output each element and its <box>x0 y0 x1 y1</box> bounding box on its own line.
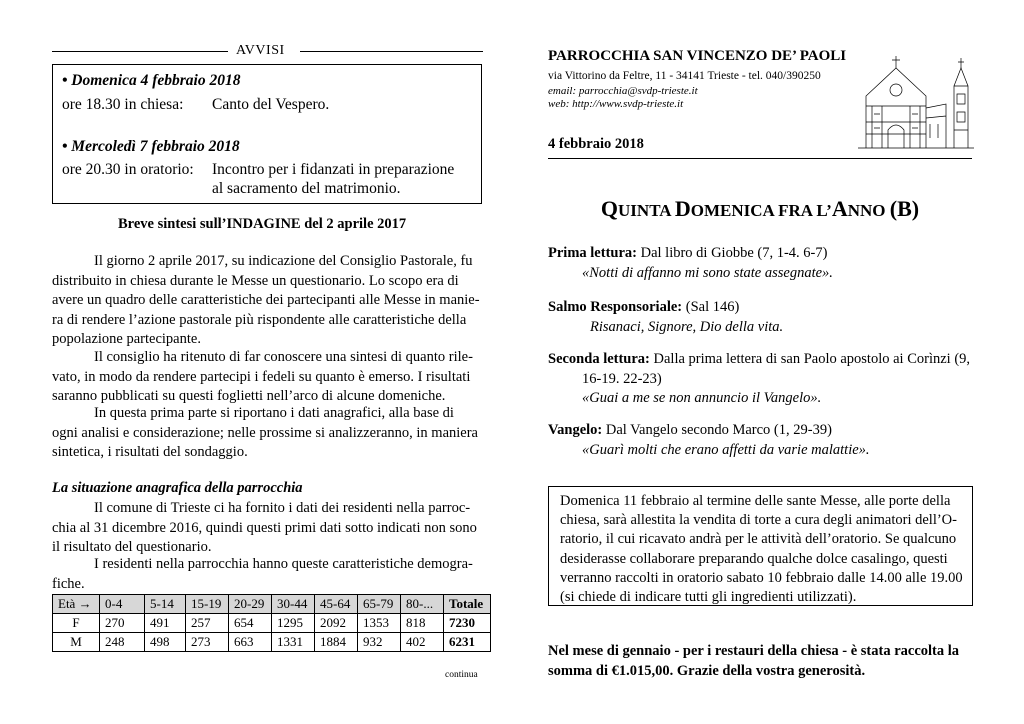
gospel <box>548 421 870 460</box>
avvisi-item2-desc-line2: al sacramento del matrimonio. <box>212 180 401 197</box>
reading-source: Dalla prima lettera di san Paolo apostolo ai Corìnzi (9, <box>649 351 971 367</box>
notice-text <box>560 492 963 607</box>
table-cell: 402 <box>401 633 444 652</box>
table-cell: 663 <box>229 633 272 652</box>
text-line: avere un quadro delle caratteristiche dei partecipanti alle Messe in manie- <box>52 292 480 308</box>
text-line: vato, in modo da rendere partecipi i fedeli su quanto è emerso. I risultati <box>52 368 471 385</box>
main-title <box>548 196 972 222</box>
table-cell: 818 <box>401 614 444 633</box>
survey-title: Breve sintesi sull’INDAGINE del 2 aprile 2017 <box>118 216 407 232</box>
table-cell: 1295 <box>272 614 315 633</box>
table-cell: 498 <box>145 633 186 652</box>
reading-source: (Sal 146) <box>682 299 740 315</box>
reading-line <box>548 421 870 441</box>
reading-label: Prima lettura: <box>548 245 637 261</box>
text-line: In questa prima parte si riportano i dati anagrafici, alla base di <box>94 405 454 421</box>
title-cycle: (B) <box>889 196 920 221</box>
reading-label: Vangelo: <box>548 422 603 438</box>
title-smallcaps: OMENICA FRA L’ <box>690 201 832 220</box>
text-line: chiesa, sarà allestita la vendita di torte a cura degli animatori dell’O- <box>560 512 957 529</box>
parish-email: email: parrocchia@svdp-trieste.it <box>548 85 698 97</box>
title-initial: A <box>831 196 848 221</box>
avvisi-item1-desc: Canto del Vespero. <box>212 96 330 113</box>
table-cell: 932 <box>358 633 401 652</box>
survey-paragraph-1 <box>52 252 482 350</box>
text-line: sintetica, i risultati del sondaggio. <box>52 444 248 460</box>
donation-thanks <box>548 641 973 681</box>
table-cell: 1884 <box>315 633 358 652</box>
text-line: ogni analisi e considerazione; nelle prossime si analizzeranno, in maniera <box>52 424 478 441</box>
table-row <box>53 614 491 633</box>
parish-web: web: http://www.svdp-trieste.it <box>548 98 684 110</box>
text-line: Il giorno 2 aprile 2017, su indicazione del Consiglio Pastorale, fu <box>94 253 473 269</box>
table-cell: 654 <box>229 614 272 633</box>
demographics-table <box>52 594 491 652</box>
parish-name: PARROCCHIA SAN VINCENZO DE’ PAOLI <box>548 48 847 64</box>
reading-source: Dal Vangelo secondo Marco (1, 29-39) <box>602 422 832 438</box>
text-line: verranno raccolti in oratorio sabato 10 febbraio dalle 14.00 alle 19.00 <box>560 569 963 586</box>
survey-paragraph-3 <box>52 404 482 463</box>
table-header-cell: 5-14 <box>145 595 186 614</box>
anagrafica-heading: La situazione anagrafica della parrocchia <box>52 480 303 496</box>
avvisi-item2-title: • Mercoledì 7 febbraio 2018 <box>62 138 240 155</box>
table-header-cell: 65-79 <box>358 595 401 614</box>
table-cell: 6231 <box>444 633 491 652</box>
text-line: Nel mese di gennaio - per i restauri della chiesa - è stata raccolta la <box>548 643 960 659</box>
text-line: chia al 31 dicembre 2016, quindi questi primi dati sotto indicati non sono <box>52 519 477 536</box>
table-header-cell: 45-64 <box>315 595 358 614</box>
title-initial: D <box>674 196 691 221</box>
text-line: ratorio, il cui ricavato andrà per le attività dell’oratorio. Se qualcuno <box>560 531 957 548</box>
text-line: Domenica 11 febbraio al termine delle sante Messe, alle porte della <box>560 493 951 509</box>
table-header-cell: 20-29 <box>229 595 272 614</box>
psalm <box>548 298 783 337</box>
table-header-cell: 30-44 <box>272 595 315 614</box>
anagrafica-paragraph-2 <box>52 555 482 594</box>
table-cell: F <box>53 614 100 633</box>
reading-quote: «Guai a me se non annuncio il Vangelo». <box>582 390 822 406</box>
reading-line <box>548 350 970 370</box>
reading-quote: Risanaci, Signore, Dio della vita. <box>590 318 784 335</box>
table-cell: 248 <box>100 633 145 652</box>
table-cell: M <box>53 633 100 652</box>
text-line: ra di rendere l’azione pastorale più rispondente alle caratteristiche della <box>52 311 467 328</box>
table-cell: 1353 <box>358 614 401 633</box>
reading-quote: «Guarì molti che erano affetti da varie malattie». <box>582 441 870 458</box>
table-row <box>53 633 491 652</box>
avvisi-rule-right <box>300 51 483 52</box>
avvisi-label: AVVISI <box>236 43 285 58</box>
table-cell: 257 <box>186 614 229 633</box>
avvisi-item1-title: • Domenica 4 febbraio 2018 <box>62 72 241 89</box>
anagrafica-paragraph-1 <box>52 499 482 558</box>
avvisi-item2-time: ore 20.30 in oratorio: <box>62 161 194 178</box>
title-initial: Q <box>600 196 619 221</box>
first-reading <box>548 244 833 283</box>
table-header-cell: Totale <box>444 595 491 614</box>
table-cell: 2092 <box>315 614 358 633</box>
title-smallcaps: UINTA <box>618 201 675 220</box>
reading-quote: «Notti di affanno mi sono state assegnate». <box>582 264 833 281</box>
survey-paragraph-2 <box>52 348 482 407</box>
table-header-cell: Età → <box>53 595 100 614</box>
table-cell: 270 <box>100 614 145 633</box>
table-cell: 491 <box>145 614 186 633</box>
table-header-cell: 80-... <box>401 595 444 614</box>
reading-label: Salmo Responsoriale: <box>548 299 683 315</box>
reading-source-cont: 16-19. 22-23) <box>582 370 662 387</box>
second-reading <box>548 350 970 409</box>
avvisi-item1-time: ore 18.30 in chiesa: <box>62 96 184 113</box>
text-line: il risultato del questionario. <box>52 539 212 555</box>
text-line: (si chiede di indicare tutti gli ingredienti utilizzati). <box>560 589 857 606</box>
parish-address: via Vittorino da Feltre, 11 - 34141 Trieste - tel. 040/390250 <box>548 70 821 82</box>
reading-line <box>548 244 833 264</box>
table-header-cell: 15-19 <box>186 595 229 614</box>
table-cell: 1331 <box>272 633 315 652</box>
text-line: saranno pubblicati su questi foglietti nell’arco di alcune domeniche. <box>52 388 446 404</box>
reading-source: Dal libro di Giobbe (7, 1-4. 6-7) <box>636 245 828 261</box>
text-line: distribuito in chiesa durante le Messe un questionario. Lo scopo era di <box>52 272 459 289</box>
text-line: Il comune di Trieste ci ha fornito i dati dei residenti nella parroc- <box>94 500 471 516</box>
table-header-row <box>53 595 491 614</box>
text-line: Il consiglio ha ritenuto di far conoscere una sintesi di quanto rile- <box>94 349 473 365</box>
text-line: somma di €1.015,00. Grazie della vostra generosità. <box>548 663 866 679</box>
text-line: I residenti nella parrocchia hanno queste caratteristiche demogra- <box>94 556 473 572</box>
avvisi-rule-left <box>52 51 228 52</box>
table-cell: 7230 <box>444 614 491 633</box>
issue-date: 4 febbraio 2018 <box>548 136 644 152</box>
reading-label: Seconda lettura: <box>548 351 650 367</box>
text-line: fiche. <box>52 575 85 592</box>
table-cell: 273 <box>186 633 229 652</box>
avvisi-item2-desc-line1: Incontro per i fidanzati in preparazione <box>212 161 455 178</box>
text-line: popolazione partecipante. <box>52 331 201 347</box>
text-line: desiderasse collaborare preparando qualche dolce casalingo, questi <box>560 550 948 567</box>
title-smallcaps: NNO <box>847 201 890 220</box>
reading-line <box>548 298 783 318</box>
church-drawing-icon <box>858 48 974 150</box>
continua-note: continua <box>445 670 478 680</box>
header-divider <box>548 158 972 159</box>
table-header-cell: 0-4 <box>100 595 145 614</box>
